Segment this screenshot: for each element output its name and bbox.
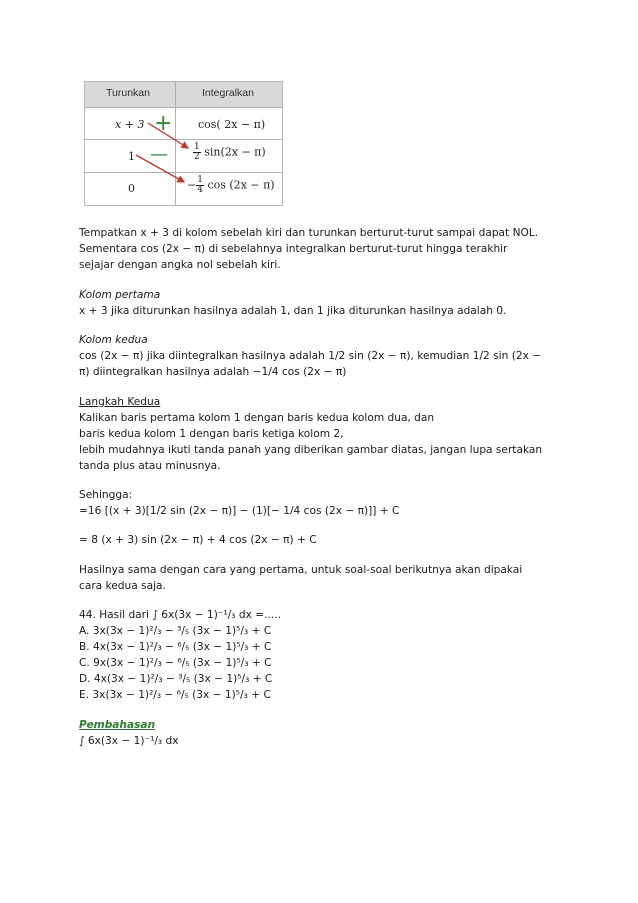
header-integralkan: Integralkan [202,87,254,99]
fraction-one-half: $\frac{1}{2}$ [194,142,200,162]
formula-line: =16 [(x + 3)[1/2 sin (2x − π)] − (1)[− 1/4 cos (2x − π)]] + C [79,505,400,517]
cell-derivative-row1: x + 3 [115,118,145,131]
formula-line: ∫ 6x(3x − 1)⁻¹/₃ dx [79,735,179,747]
text-line: Sehingga: [79,489,133,501]
fraction-one-quarter: $\frac{1}{4}$ [197,175,203,195]
text-line: x + 3 jika diturunkan hasilnya adalah 1, dan 1 jika diturunkan hasilnya adalah 0. [79,305,507,317]
option-d: D. 4x(3x − 1)²/₃ − ³/₅ (3x − 1)⁵/₃ + C [79,673,273,685]
text-line: Tempatkan x + 3 di kolom sebelah kiri dan turunkan berturut-turut sampai dapat NOL. [79,227,539,239]
option-b: B. 4x(3x − 1)²/₃ − ⁶/₅ (3x − 1)⁵/₃ + C [79,641,272,653]
header-turunkan: Turunkan [106,87,150,99]
text-line: Sementara cos (2x − π) di sebelahnya integralkan berturut-turut hingga terakhir [79,243,508,255]
text-line: lebih mudahnya ikuti tanda panah yang diberikan gambar diatas, jangan lupa sertakan [79,444,543,456]
cell-integral-row3: − $\frac{1}{4}$ cos (2x − π) [187,175,275,195]
text-line: cos (2x − π) jika diintegralkan hasilnya adalah 1/2 sin (2x − π), kemudian 1/2 sin (2x − [79,350,542,362]
heading-kolom-kedua: Kolom kedua [79,334,148,346]
arrows-and-signs [84,81,283,206]
cell-derivative-row2: 1 [128,150,135,163]
text-line: Kalikan baris pertama kolom 1 dengan baris kedua kolom dua, dan [79,412,435,424]
option-c: C. 9x(3x − 1)²/₃ − ⁶/₅ (3x − 1)⁵/₃ + C [79,657,272,669]
formula-line: = 8 (x + 3) sin (2x − π) + 4 cos (2x − π) + C [79,534,317,546]
option-e: E. 3x(3x − 1)²/₃ − ⁶/₅ (3x − 1)⁵/₃ + C [79,689,271,701]
heading-langkah-kedua: Langkah Kedua [79,396,161,408]
cell-integral-row1: cos( 2x − π) [198,118,266,131]
text-line: sejajar dengan angka nol sebelah kiri. [79,259,281,271]
text-line: π) diintegralkan hasilnya adalah −1/4 cos (2x − π) [79,366,347,378]
plus-sign: + [154,111,173,136]
heading-kolom-pertama: Kolom pertama [79,289,161,301]
option-a: A. 3x(3x − 1)²/₃ − ³/₅ (3x − 1)⁵/₃ + C [79,625,272,637]
question-44: 44. Hasil dari ∫ 6x(3x − 1)⁻¹/₃ dx =..... [79,609,281,621]
text-line: cara kedua saja. [79,580,166,592]
text-line: baris kedua kolom 1 dengan baris ketiga kolom 2, [79,428,344,440]
text-line: tanda plus atau minusnya. [79,460,221,472]
integration-table-figure [84,81,283,206]
cell-integral-row2: $\frac{1}{2}$ sin(2x − π) [194,142,266,162]
text-line: Hasilnya sama dengan cara yang pertama, untuk soal-soal berikutnya akan dipakai [79,564,523,576]
heading-pembahasan: Pembahasan [79,719,156,731]
cell-derivative-row3: 0 [128,182,135,195]
minus-sign: — [150,144,168,165]
